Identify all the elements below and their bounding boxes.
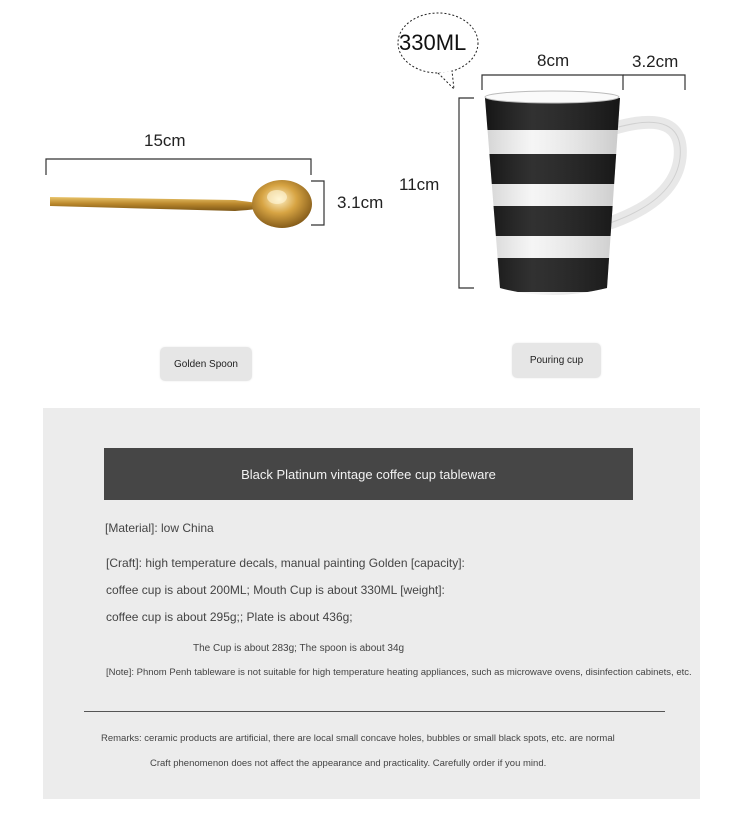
craft-line-3: coffee cup is about 295g;; Plate is about 436g; [106,610,353,624]
golden-spoon-tag: Golden Spoon [160,347,252,381]
remark-line-1: Remarks: ceramic products are artificial, there are local small concave holes, bubbles or small black spots, etc. are normal [101,733,615,744]
craft-line-1: [Craft]: high temperature decals, manual painting Golden [capacity]: [106,556,465,570]
remark-line-2: Craft phenomenon does not affect the appearance and practicality. Carefully order if you mind. [150,758,547,769]
spoon-length-label: 15cm [144,131,186,150]
pouring-cup-tag: Pouring cup [512,343,601,378]
cup-width-label: 8cm [537,51,570,70]
spoon-width-label: 3.1cm [337,193,384,212]
material-line: [Material]: low China [105,521,214,535]
craft-line-2: coffee cup is about 200ML; Mouth Cup is about 330ML [weight]: [106,583,445,597]
divider [84,711,665,712]
spoon-width-bracket [309,179,329,229]
golden-spoon-image [45,175,320,235]
capacity-label: 330ML [399,30,467,55]
cup-handle-label: 3.2cm [632,52,679,71]
note-text: [Note]: Phnom Penh tableware is not suitable for high temperature heating appliances, such as microwave ovens, disinfection cabinets, etc. [106,667,692,678]
product-title-banner: Black Platinum vintage coffee cup tableware [104,448,633,500]
striped-mug-image [480,88,690,304]
spoon-length-bracket [44,155,314,177]
cup-height-label: 11cm [399,175,440,194]
weight-line: The Cup is about 283g; The spoon is about 34g [193,643,405,654]
cup-height-bracket [456,96,476,292]
